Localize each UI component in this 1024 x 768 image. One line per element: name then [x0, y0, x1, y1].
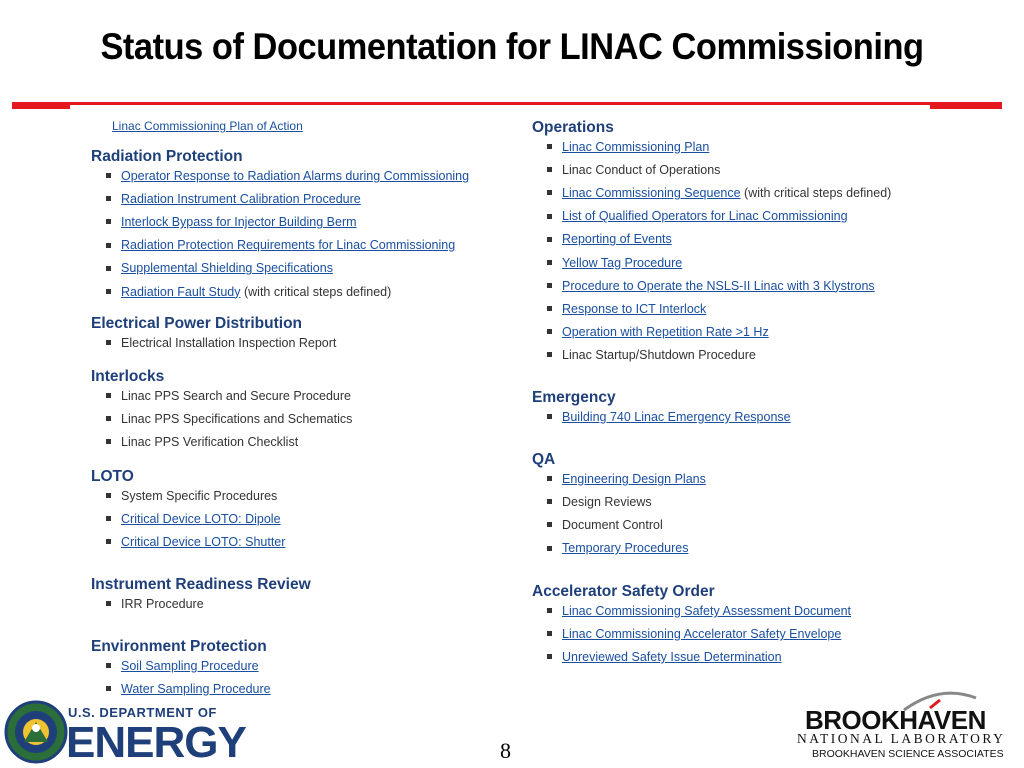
section-heading: LOTO [91, 468, 134, 485]
bullet-icon [106, 289, 111, 294]
list-item [106, 435, 298, 449]
document-link[interactable]: Radiation Instrument Calibration Procedure [121, 192, 361, 207]
list-item[interactable] [106, 682, 271, 696]
list-item[interactable] [547, 232, 672, 246]
bullet-icon [106, 601, 111, 606]
list-item[interactable] [547, 650, 782, 664]
bullet-icon [106, 516, 111, 521]
bullet-icon [547, 654, 552, 659]
document-label: Design Reviews [562, 495, 652, 510]
list-item[interactable] [106, 169, 469, 183]
bullet-icon [106, 539, 111, 544]
bullet-icon [547, 167, 552, 172]
bullet-icon [106, 340, 111, 345]
document-link[interactable]: Linac Commissioning Accelerator Safety Envelope [562, 627, 842, 642]
document-link[interactable]: Linac Commissioning Plan [562, 140, 710, 154]
bullet-icon [106, 266, 111, 271]
section-heading: Emergency [532, 389, 616, 406]
list-item[interactable] [106, 285, 391, 299]
list-item[interactable] [547, 279, 875, 293]
document-link[interactable]: Water Sampling Procedure [121, 682, 271, 697]
list-item[interactable] [547, 325, 769, 339]
bullet-icon [106, 196, 111, 201]
document-label: Linac Startup/Shutdown Procedure [562, 347, 756, 362]
list-item [547, 348, 756, 362]
bullet-icon [547, 144, 552, 149]
bullet-icon [106, 243, 111, 248]
document-link[interactable]: Critical Device LOTO: Dipole [121, 512, 281, 527]
bullet-icon [547, 414, 552, 419]
list-item[interactable] [547, 140, 709, 154]
document-link[interactable]: Response to ICT Interlock [562, 301, 707, 316]
item-note: (with critical steps defined) [240, 284, 392, 299]
section-heading: Instrument Readiness Review [91, 576, 311, 593]
section-heading: Operations [532, 119, 614, 136]
document-link[interactable]: Operation with Repetition Rate >1 Hz [562, 324, 769, 339]
document-link[interactable]: Building 740 Linac Emergency Response [562, 410, 791, 424]
section-heading: Electrical Power Distribution [91, 315, 303, 332]
doe-seal-icon [4, 700, 68, 764]
bullet-icon [106, 686, 111, 691]
bullet-icon [547, 631, 552, 636]
document-label: Document Control [562, 518, 663, 533]
list-item [106, 489, 277, 503]
section-heading: Interlocks [91, 368, 165, 385]
bullet-icon [547, 352, 552, 357]
list-item [547, 518, 663, 532]
list-item [547, 495, 652, 509]
list-item[interactable] [547, 604, 851, 618]
list-item[interactable] [547, 209, 848, 223]
document-link[interactable]: Soil Sampling Procedure [121, 659, 259, 673]
document-link[interactable]: Procedure to Operate the NSLS-II Linac with 3 Klystrons [562, 278, 875, 293]
list-item[interactable] [547, 256, 682, 270]
section-heading: Accelerator Safety Order [532, 583, 715, 600]
document-link[interactable]: Radiation Fault Study [121, 284, 241, 299]
section-heading: Radiation Protection [91, 148, 243, 165]
bullet-icon [547, 499, 552, 504]
bullet-icon [547, 476, 552, 481]
bullet-icon [106, 493, 111, 498]
bullet-icon [547, 306, 552, 311]
document-label: Linac PPS Verification Checklist [121, 435, 299, 450]
list-item[interactable] [547, 541, 688, 555]
bullet-icon [547, 260, 552, 265]
bullet-icon [106, 663, 111, 668]
document-label: Linac PPS Search and Secure Procedure [121, 389, 351, 403]
list-item[interactable] [547, 472, 706, 486]
bullet-icon [547, 283, 552, 288]
section-heading: Environment Protection [91, 638, 267, 655]
bnl-national-laboratory: NATIONAL LABORATORY [797, 731, 1006, 746]
list-item [106, 336, 336, 350]
bullet-icon [547, 237, 552, 242]
list-item[interactable] [547, 410, 791, 424]
document-link[interactable]: Reporting of Events [562, 232, 672, 247]
slide-title: Status of Documentation for LINAC Commissioning [100, 26, 924, 67]
bullet-icon [547, 522, 552, 527]
document-link[interactable]: List of Qualified Operators for Linac Commissioning [562, 209, 848, 224]
document-link[interactable]: Interlock Bypass for Injector Building Berm [121, 215, 357, 230]
list-item[interactable] [106, 512, 281, 526]
bullet-icon [547, 190, 552, 195]
bullet-icon [547, 608, 552, 613]
bullet-icon [547, 546, 552, 551]
list-item [106, 412, 352, 426]
document-label: Electrical Installation Inspection Report [121, 336, 337, 350]
document-link[interactable]: Linac Commissioning Safety Assessment Document [562, 604, 852, 618]
bullet-icon [547, 329, 552, 334]
doe-energy-wordmark: ENERGY [66, 718, 246, 767]
bullet-icon [106, 219, 111, 224]
list-item[interactable] [547, 627, 841, 641]
page-number: 8 [500, 738, 511, 763]
plan-of-action-link[interactable]: Linac Commissioning Plan of Action [112, 119, 303, 133]
list-item[interactable] [106, 535, 285, 549]
bnl-science-associates: BROOKHAVEN SCIENCE ASSOCIATES [812, 748, 1004, 760]
bullet-icon [547, 214, 552, 219]
document-link[interactable]: Unreviewed Safety Issue Determination [562, 650, 782, 665]
document-link[interactable]: Yellow Tag Procedure [562, 255, 683, 270]
list-item[interactable] [547, 186, 891, 200]
document-label: Linac PPS Specifications and Schematics [121, 412, 353, 427]
list-item[interactable] [106, 238, 455, 252]
list-item [106, 389, 351, 403]
bullet-icon [106, 416, 111, 421]
document-label: Linac Conduct of Operations [562, 163, 721, 178]
documentation-panel [70, 105, 930, 705]
doe-department-label: U.S. DEPARTMENT OF [68, 705, 217, 720]
bullet-icon [106, 439, 111, 444]
document-link[interactable]: Supplemental Shielding Specifications [121, 261, 333, 276]
document-link[interactable]: Critical Device LOTO: Shutter [121, 535, 286, 550]
document-link[interactable]: Temporary Procedures [562, 541, 689, 556]
section-heading: QA [532, 451, 556, 468]
document-link[interactable]: Radiation Protection Requirements for Linac Commissioning [121, 238, 456, 253]
list-item [547, 163, 720, 177]
item-note: (with critical steps defined) [740, 186, 892, 201]
list-item [106, 597, 204, 611]
bnl-wordmark: BROOKHAVEN [805, 705, 986, 735]
bullet-icon [106, 173, 111, 178]
document-label: IRR Procedure [121, 597, 204, 611]
document-link[interactable]: Operator Response to Radiation Alarms during Commissioning [121, 169, 470, 183]
list-item[interactable] [106, 215, 357, 229]
list-item[interactable] [547, 302, 706, 316]
list-item[interactable] [106, 659, 259, 673]
document-label: System Specific Procedures [121, 489, 278, 503]
document-link[interactable]: Linac Commissioning Sequence [562, 186, 741, 201]
bullet-icon [106, 393, 111, 398]
document-link[interactable]: Engineering Design Plans [562, 472, 706, 486]
list-item[interactable] [106, 261, 333, 275]
list-item[interactable] [106, 192, 361, 206]
